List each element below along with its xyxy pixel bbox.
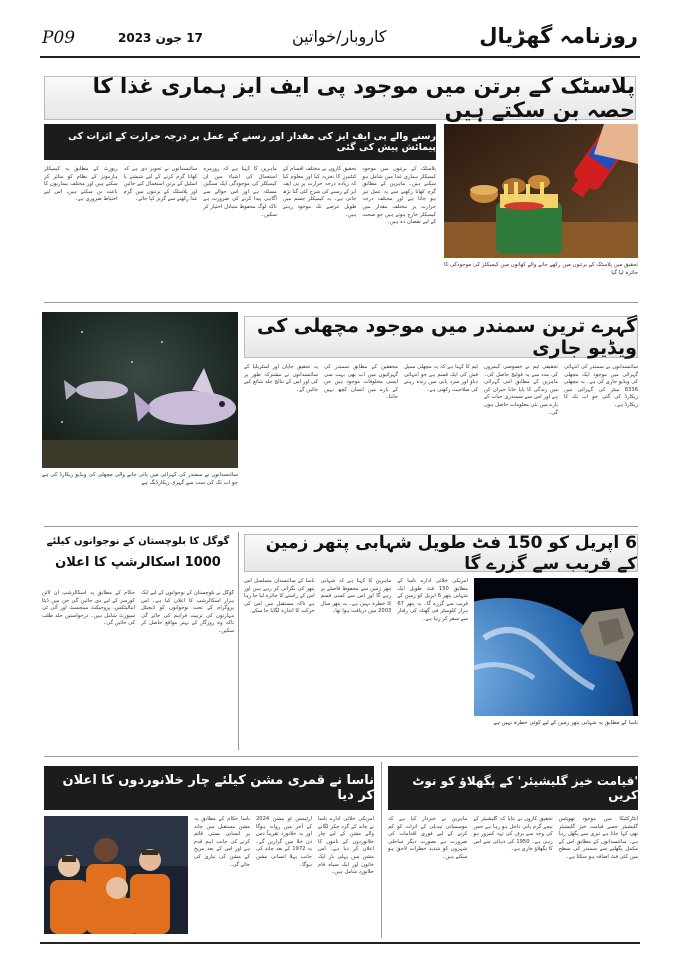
page-number: P09 [42,28,76,48]
story5-photo [44,816,188,934]
footer-rule [40,942,640,944]
story5-column: ناسا حکام کے مطابق یہ مشن مستقبل میں چاند پر انسانی بستی قائم کرنے کی جانب اہم قدم ہے اور اس کے بعد مریخ کے مشن کی تیاری کی جائے گی۔ [194,816,250,868]
story4-body [244,578,468,748]
column-divider [381,762,382,938]
section-divider [44,302,638,303]
story4-column: ماہرین کا کہنا ہے کہ شہابی پتھر زمین سے محفوظ فاصلے پر رہے گا اور اس سے کسی قسم کا خطرہ نہیں ہے۔ یہ پتھر سال 2003 میں دریافت ہوا تھا۔ [320,578,392,615]
story6-body [388,816,638,936]
story6-column: ماہرین نے خبردار کیا ہے کہ موسمیاتی تبدیلی کے اثرات کو کم کرنے کے لیے فوری اقدامات کی ضرورت ہے بصورت دیگر ساحلی شہروں کو شدید خطرات لاحق ہو سکتے ہیں۔ [388,816,468,860]
section-divider [44,526,638,527]
food-container-image [444,124,638,258]
story1-column: تحقیق کاروں نے مختلف اقسام کے کنٹینرز کا تجزیہ کیا اور معلوم کیا کہ زیادہ درجہ حرارت پر پی ایف ایز کے رسنے کی شرح کئی گنا بڑھ جاتی ہے۔ یہ کیمیکلز جسم میں طویل عرصے تک موجود رہتے ہیں۔ [282,166,357,218]
story3-headline-top: گوگل کا بلوچستان کے نوجوانوں کیلئے [46,536,230,547]
story2-headline: گہرے ترین سمندر میں موجود مچھلی کی ویڈیو جاری [244,316,638,358]
story5-column: امریکی خلائی ادارے ناسا نے چاند کے گرد چکر لگانے والے مشن کے لیے چار خلانوردوں کے ناموں کا اعلان کر دیا ہے۔ اس مشن میں پہلی بار ایک خاتون اور ایک سیاہ فام خلانورد شامل ہیں۔ [318,816,374,876]
story5-headline: ناسا نے قمری مشن کیلئے چار خلانوردوں کا اعلان کر دیا [44,766,374,810]
story1-subhead: رسنے والے پی ایف ایز کی مقدار اور رسنے کے عمل پر درجہ حرارت کے اثرات کی پیمائش پیش کی گئی [44,124,436,160]
issue-date: 17 جون 2023 [118,31,203,45]
story5-column: آرٹیمس ٹو مشن 2024 کے آخر میں روانہ ہوگا اور یہ خلانورد تقریباً دس دن خلا میں گزاریں گے۔ یہ 1972 کے بعد چاند کی جانب پہلا انسانی مشن ہوگا۔ [256,816,312,868]
story5-body [194,816,374,936]
story2-column: یہ تحقیق جاپان اور آسٹریلیا کے سائنسدانوں نے مشترکہ طور پر کی اور اس کے نتائج جلد شائع کیے جائیں گے۔ [244,364,318,393]
story4-column: امریکی خلائی ادارے ناسا کے مطابق 150 فٹ طویل ایک شہابی پتھر 6 اپریل کو زمین کے قریب سے گزرے گا۔ یہ پتھر 67 ہزار کلومیٹر فی گھنٹہ کی رفتار سے سفر کر رہا ہے۔ [397,578,468,622]
column-divider [238,532,239,750]
story2-caption: سائنسدانوں نے سمندر کی گہرائی میں پائی جانے والی مچھلی کی ویڈیو ریکارڈ کی ہے جو اب تک کی سب سے گہری ریکارڈنگ ہے [42,472,238,486]
story2-column: تحقیقی ٹیم نے خصوصی کیمروں کی مدد سے یہ فوٹیج حاصل کی۔ ماہرین کے مطابق اتنی گہرائی میں زندگی کا پایا جانا حیران کن ہے اور اس سے سمندری حیات کے بارے میں نئی معلومات حاصل ہوں گی۔ [484,364,558,416]
story4-headline: 6 اپریل کو 150 فٹ طویل شہابی پتھر زمین کے قریب سے گزرے گا [244,534,638,572]
asteroid-earth-image [474,578,638,716]
story6-column: انٹارکٹیکا میں موجود تھویٹس گلیشیئر جسے قیامت خیز گلیشیئر بھی کہا جاتا ہے تیزی سے پگھل رہا ہے۔ سائنسدانوں کے مطابق اس کے مکمل پگھلنے سے سمندر کی سطح میں کئی فٹ اضافہ ہو سکتا ہے۔ [558,816,638,860]
story2-body [244,364,638,518]
story3-column: حکام کے مطابق یہ اسکالرشپ آن لائن کورسز کے لیے دی جائیں گی جن میں ڈیٹا اینالیٹکس، پروجیکٹ مینجمنٹ اور آئی ٹی سپورٹ شامل ہیں۔ درخواستیں جلد طلب کی جائیں گی۔ [42,590,135,627]
story4-caption: ناسا کے مطابق یہ شہابی پتھر زمین کے لیے کوئی خطرہ نہیں ہے [493,720,638,726]
story3-headline-main: 1000 اسکالرشپ کا اعلان [55,555,221,570]
header-rule [40,56,640,58]
story3-body [42,590,234,748]
section-name: کاروبار/خواتین [292,27,387,46]
story1-photo [444,124,638,258]
story4-column: ناسا کے سائنسدان مسلسل اس پتھر کی نگرانی کر رہے ہیں اور اس کے راستے کا جائزہ لیا جا رہا ہے تاکہ مستقبل میں اس کی حرکت کا اندازہ لگایا جا سکے۔ [243,578,315,615]
story3-column: گوگل نے بلوچستان کے نوجوانوں کے لیے ایک ہزار اسکالرشپ کا اعلان کیا ہے۔ اس پروگرام کے تحت نوجوانوں کو ڈیجیٹل مہارتوں کی تربیت فراہم کی جائے گی تاکہ وہ روزگار کے بہتر مواقع حاصل کر سکیں۔ [141,590,234,634]
story1-body [44,166,436,294]
story2-column: سائنسدانوں نے سمندر کی انتہائی گہرائی میں موجود ایک مچھلی کی ویڈیو جاری کی ہے۔ یہ مچھلی 8336 میٹر کی گہرائی میں ریکارڈ کی گئی جو اب تک کا ریکارڈ ہے۔ [564,364,638,408]
story2-column: ٹیم کا کہنا ہے کہ یہ مچھلی سنیل فش کی ایک قسم ہے جو انتہائی دباؤ اور سرد پانی میں زندہ رہنے کی صلاحیت رکھتی ہے۔ [404,364,478,393]
masthead: روزنامہ گھڑیال [479,24,638,48]
story6-column: تحقیق کاروں نے بتایا کہ گلیشیئر کے نیچے گرم پانی داخل ہو رہا ہے جس کی وجہ سے برف کی تہہ کمزور ہو رہی ہے۔ 1950 کی دہائی سے اس کا پگھلاؤ جاری ہے۔ [473,816,553,853]
section-divider [44,756,638,757]
story6-headline: 'قیامت خیز گلیشیئر' کے پگھلاؤ کو نوٹ کریں [388,766,638,810]
fish-image [42,312,238,468]
story2-photo [42,312,238,468]
story1-column: رپورٹ کے مطابق یہ کیمیکلز ہارمونز کے نظام کو متاثر کر سکتے ہیں اور مختلف بیماریوں کا باعث بن سکتے ہیں، اس لیے احتیاط ضروری ہے۔ [44,166,118,203]
story1-column: ماہرین کا کہنا ہے کہ روزمرہ استعمال کی اشیاء میں ان کیمیکلز کی موجودگی ایک سنگین مسئلہ ہے اور اس حوالے سے آگاہی پیدا کرنے کی ضرورت ہے تاکہ لوگ محفوظ متبادل اختیار کر سکیں۔ [203,166,277,218]
story1-column: سائنسدانوں نے تجویز دی ہے کہ کھانا گرم کرنے کے لیے شیشے یا اسٹیل کے برتن استعمال کیے جائیں اور پلاسٹک کے برتنوں میں گرم غذا رکھنے سے گریز کیا جائے۔ [123,166,198,203]
astronauts-image [44,816,188,934]
story1-caption: تحقیق میں پلاسٹک کے برتنوں میں رکھے جانے والے کھانوں میں کیمیکلز کی موجودگی کا جائزہ لیا گیا [444,262,638,276]
story1-column: پلاسٹک کے برتنوں میں موجود کیمیکلز ہماری غذا میں شامل ہو سکتے ہیں۔ ماہرین کے مطابق گرم کھانا رکھنے سے یہ عمل تیز ہو جاتا ہے اور مختلف درجہ حرارت پر مختلف مقدار میں کیمیکلز خارج ہوتے ہیں جو صحت کے لیے نقصان دہ ہیں۔ [362,166,436,226]
page-header [0,0,680,58]
story3-headline-block [42,532,234,584]
story2-column: محققین کے مطابق سمندر کی گہرائیوں میں اب بھی بہت سی ایسی مخلوقات موجود ہیں جن کے بارے میں انسان کچھ نہیں جانتا۔ [324,364,398,401]
story4-photo [474,578,638,716]
story1-headline: پلاسٹک کے برتن میں موجود پی ایف ایز ہماری غذا کا حصہ بن سکتے ہیں [44,76,636,120]
